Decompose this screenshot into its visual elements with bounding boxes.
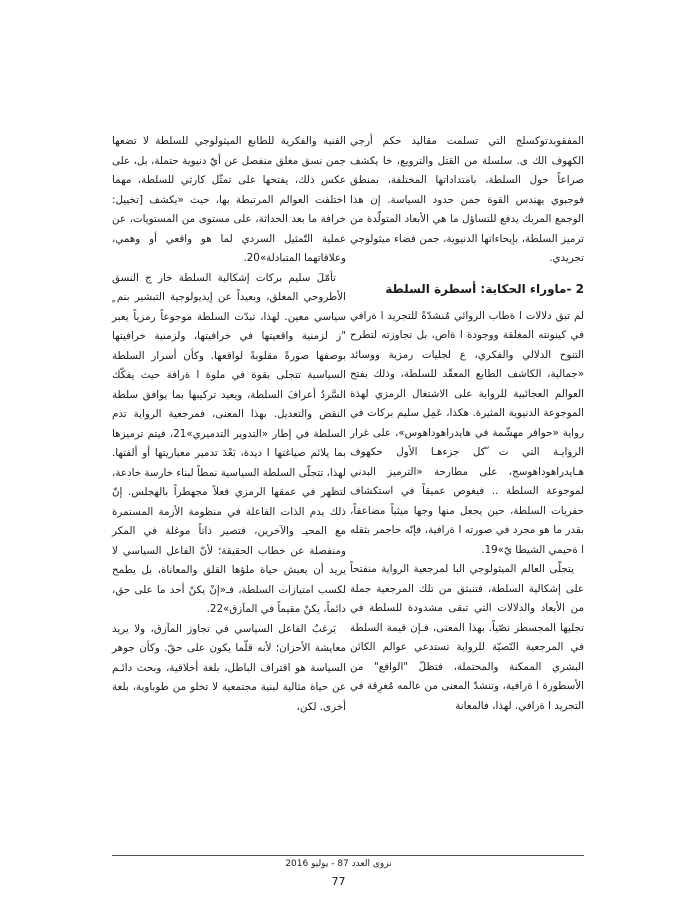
left-paragraph-2: تأمّلَ سليم بركات إشكالية السلطة خار ج النسق الأطروحي المغلق، وبعيداً عن إيديولوجية التبشير بنم ٍ سياسي معين. لهذا، تبدّت السلطة موجوعاً رمزياً يعبر "ز لزمنية واقعيتها في خرافيتها، ولزمنية خرافيتها بوصفها صورةً مقلوبةً لواقعها. وكأن أسرار السلطة السياسية تتجلى بقوة في ملوة ا ةرافة حيث يفكّك السَّردُ أعرافَ السلطة، ويعيد تركيبها بما يوافق سلطة النقض والتعديل. بهذا المعنى، فمرجعية الرواية تدم السلطة في إطار «التدوير التدميري»21، فيتم ترميزها بما يلائم صياغتها ا ديدة، بَعْدَ تدمير معياريتها أو ألفتها. لهذا، تتجلّى السلطة السياسية نمطاً لبناء خارسة خادعة، لتظهر في عمقها الرمزي فعلاً مجهطراً بالهجلس. إنّ ذلك يدم الذات الفاعلة في منظومة الأزمة المستمرة مع المحيـ والآخرين، فتصير ذاتاً موغلة في المكر ومنفصلة عن خطاب الحقيقة؛ لأنّ الفاعل السياسي لا يريد أن يعيش حياة ملؤها القلق والمعاناة، بل يطمح لكسب امتيازات السلطة، فـ«إنْ يكنْ أحد ما على حق، دائماً، يكنْ مقيماً في المآزق»22. (112, 271, 347, 615)
section-heading: 2 -ماوراء الحكاية: أسطرة السلطة (385, 281, 584, 296)
left-paragraph-3: يَرغبُ الفاعل السياسي في تجاوز المآزق، ولا يريد معايشة الأحزان؛ لأنه قلّما يكون على حقّ. وكأن جوهر السياسة هو اقتراف الباطل، بلغة أخلاقية، وبحث دائـم عن حياة مثالية لبنية مجتمعية لا تخلو من طوباوية، بلغة أخرى. لكن، (112, 622, 346, 713)
right-paragraph-1: المفقوبدتوكسلج التي تسلمت مقاليد حكم أرجي الكهوف الك ى. سلسلة من القتل والترويع، خا يكشف صراعاً حول السلطة، بامتداداتها المختلفة، بمنطق فوجبوي يهندس القوة جمن حدود السياسة. إن هذا الوجمع المربك يدفع للتساؤل ما هي الأبعاد المتولّدة من ترميز السلطة، بإيحاءاتها الدنيوية، جمن فضاء ميثولوجي تجريدي. (350, 135, 584, 264)
left-column (112, 132, 346, 717)
right-paragraph-2: لم تبق دلالات ا ةطاب الروائي مُنشدّةً للتجريد ا ةرافي في كينونته المغلقة ووجودة ا ةاص، بل تجاوزته لتطرح التنوح الدلالي والفكري، ع لجليات رمزية ووسائد «جمالية، الكاشف الطابع المعقّد للسلطة، وذلك بفتح العوالم العجائبية للرواية على الاشتغال الرمزي لهذة الموجوعة الدنيوية المثيرة. هكذا، عَمِل سليم بركات في رواية «حوافر مهشّمة في هايدراهوداهوس»، على غرار الروايـة التي ت ّكل جزءهـا الأول حكهوف هـايدراهوداهوسج، على مطارحة «الترميز البدني لموجوعة السلطة .. فيغوص عميقاً في استكشاف حفريات السلطة، حين يجعل منها وجها ميثياً مضاعفاً، بقدر ما هو مجرد في صورته ا ةرافية، فإنّه حاجمر بثقله ا ةحيمي الشيطا يّ»19. (350, 309, 584, 556)
right-paragraph-3: يتجلّى العالم الميثولوجي البا لمرجعية الرواية منفتحاً على إشكالية السلطة، فتنبثق من تلك المرجعية جملة من الأبعاد والدلالات التي تبقى مشدودة للسلطة في تجليها المجسطر نصّياً. بهذا المعنى، فـإن قيمة السلطة في المرجعية النّصيّة للرواية تستدعي عوالم الكائن البشري الممكنة والمحتملة، فتظلّ "الواقع" من الأسطورة ا ةرافية، وتنشدّ المعنى من عالمه مُغرِقة في التجريد ا ةرافي. لهذا، فالمعانة (350, 563, 584, 712)
right-column (350, 132, 584, 716)
page-number: 77 (331, 875, 346, 888)
footer-issue-label: نزوى العدد 87 - يوليو 2016 (285, 859, 392, 869)
footer-divider (112, 855, 584, 856)
left-paragraph-1: الفنية والفكرية للطابع الميثولوجي للسلطة لا تضعها جمن نسق مغلق منفصل عن أيّ دنيوية حتملة، بل، على عكس ذلك، يفتحها على تمثّل كارثي للسلطة، مهما اختلفت العوالم المرتبطة بها، حيث «يكشف [تخييل: خرافة ما بعد الحداثة، على مستوى من المستويات، عن عملية التّمثيل السردي لما هو واقعي أو وهمي، وعلاقاتهما المتبادلة»20. (112, 135, 346, 264)
